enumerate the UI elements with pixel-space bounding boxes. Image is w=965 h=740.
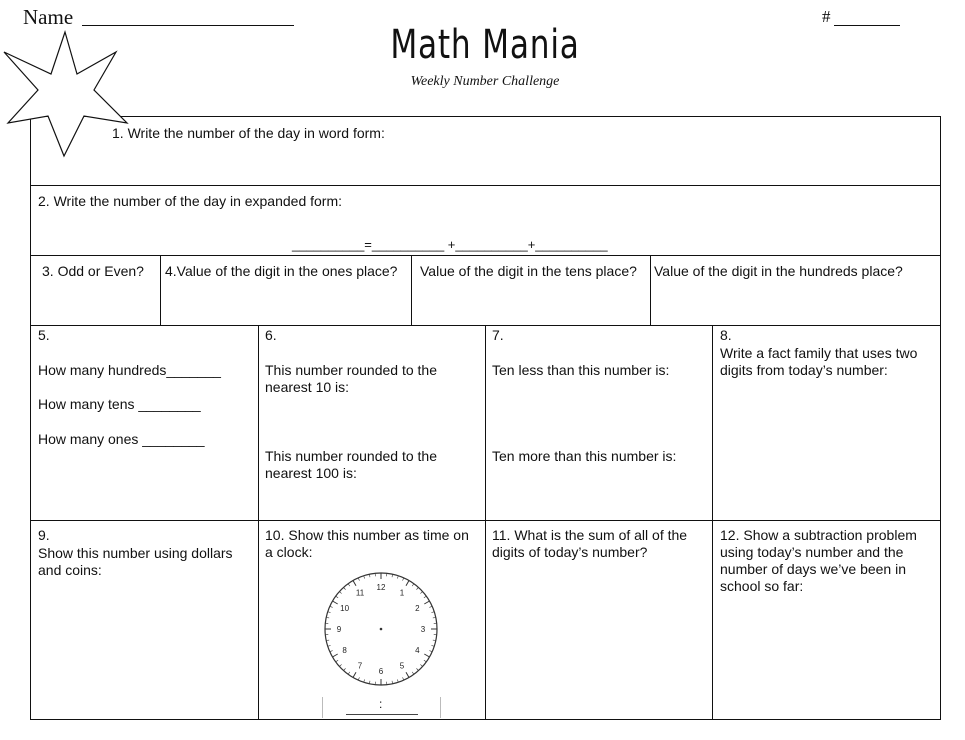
q1-prompt: 1. Write the number of the day in word form: [112,125,385,141]
star-icon [0,28,130,160]
q7-less: Ten less than this number is: [492,362,670,378]
q5-tens: How many tens ________ [38,396,201,412]
time-colon: : [379,697,383,711]
expanded-form-blanks[interactable]: __________=__________ +__________+__________ [292,237,608,252]
q4b-prompt: Value of the digit in the tens place? [420,263,637,279]
q6-round10: This number rounded to the nearest 10 is: [265,362,437,395]
clock-number: 8 [342,646,347,655]
clock-number: 4 [415,646,420,655]
q6-round100: This number rounded to the nearest 100 is: [265,448,437,481]
q4a-prompt: 4.Value of the digit in the ones place? [165,263,398,279]
q5-cell[interactable] [30,325,259,521]
q9-prompt: Show this number using dollars and coins: [38,545,233,578]
clock-face[interactable] [322,570,440,688]
clock-number: 3 [420,625,426,634]
clock-number: 9 [336,625,342,634]
q8-number: 8. [720,327,732,343]
clock-number: 12 [376,583,386,592]
q3-prompt: 3. Odd or Even? [42,263,144,279]
digital-time-blank[interactable] [346,714,418,715]
q11-prompt: 11. What is the sum of all of the digits of today’s number? [492,527,688,560]
name-blank[interactable] [82,25,294,26]
name-label: Name [23,5,74,29]
clock-number: 11 [355,588,365,598]
q2-prompt: 2. Write the number of the day in expanded form: [38,193,343,209]
q9-number: 9. [38,527,50,543]
clock-number: 10 [340,604,350,613]
number-label: # [822,7,831,26]
q4c-prompt: Value of the digit in the hundreds place? [654,263,903,279]
q7-number: 7. [492,327,504,343]
clock-number: 1 [399,588,405,598]
clock-number: 5 [399,661,405,671]
q5-hundreds: How many hundreds_______ [38,362,221,378]
q10-prompt: 10. Show this number as time on a clock: [265,527,469,560]
worksheet-subtitle: Weekly Number Challenge [410,74,560,89]
clock-number: 7 [357,661,363,671]
q5-number: 5. [38,327,50,343]
worksheet-title: Math Mania [390,22,580,68]
q7-cell[interactable] [485,325,713,521]
q6-number: 6. [265,327,277,343]
q6-cell[interactable] [258,325,486,521]
q7-more: Ten more than this number is: [492,448,677,464]
divider [322,697,323,718]
q5-ones: How many ones ________ [38,431,205,447]
clock-number: 2 [415,604,420,613]
q12-prompt: 12. Show a subtraction problem using today’s number and the number of days we’ve been in school so far: [720,527,917,594]
clock-number: 6 [378,667,384,676]
divider [440,697,441,718]
number-blank[interactable] [834,25,900,26]
q8-prompt: Write a fact family that uses two digits from today’s number: [720,345,918,378]
